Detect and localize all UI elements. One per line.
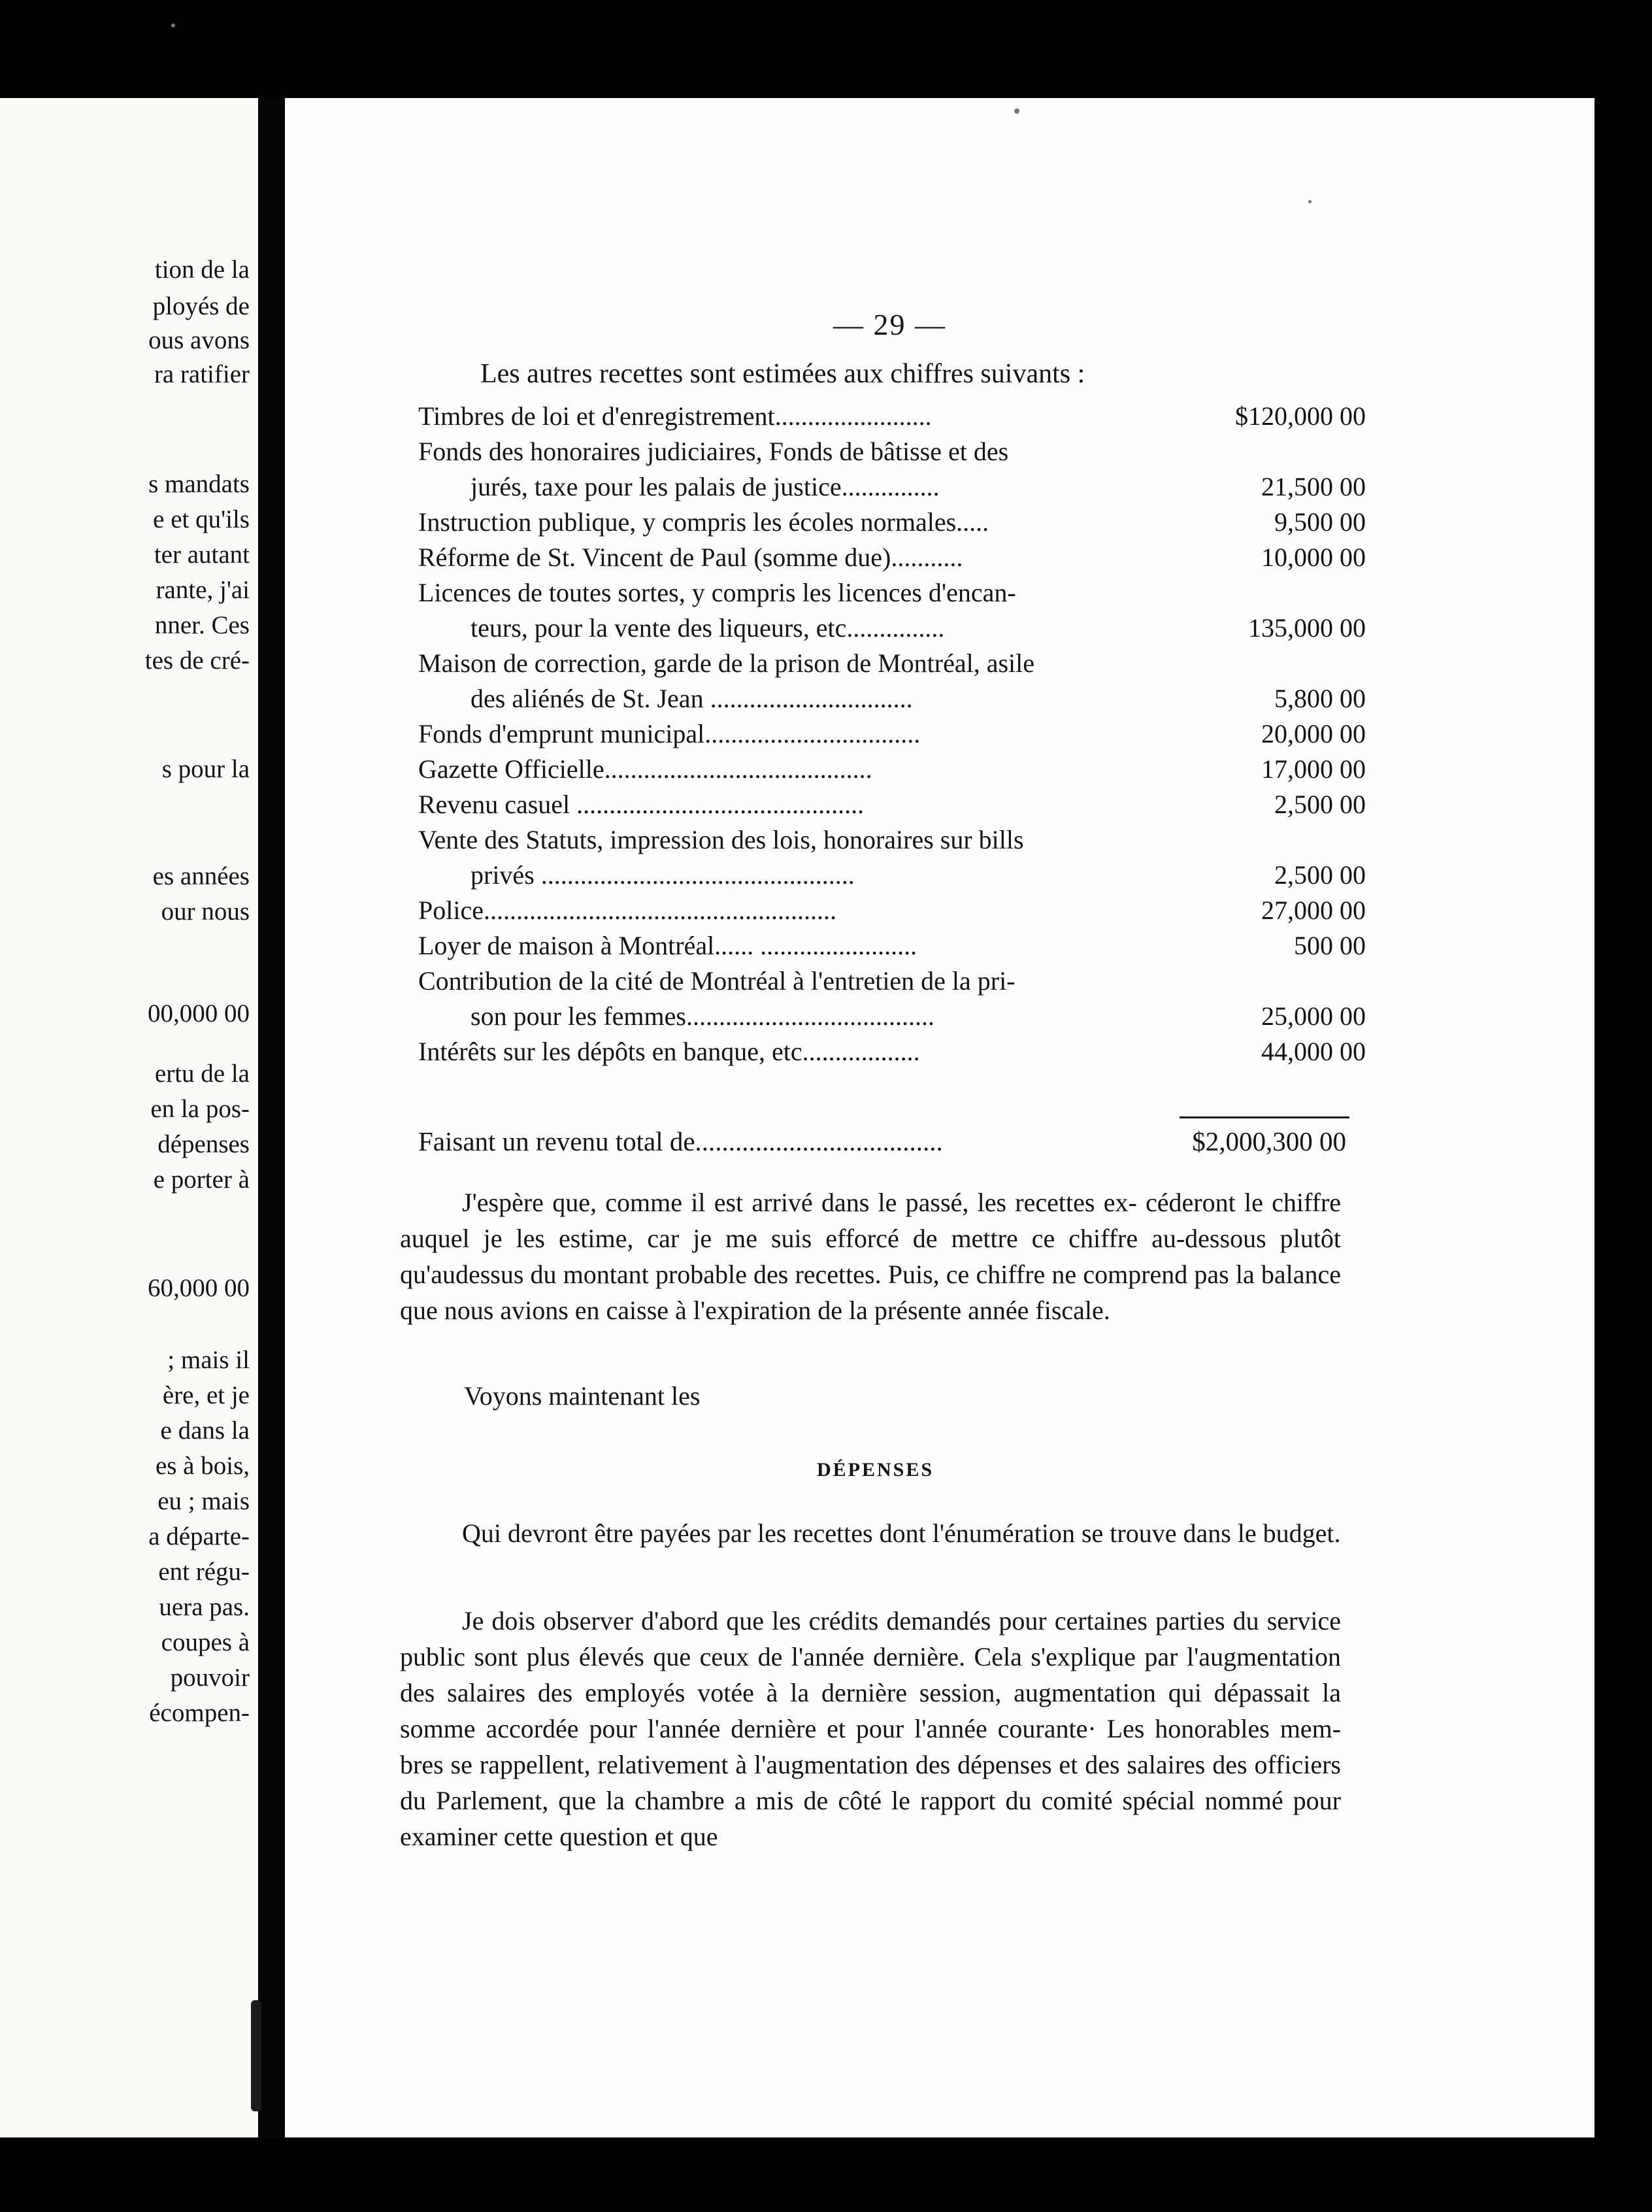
receipt-label: privés ................................................ <box>471 860 855 890</box>
receipt-label: Réforme de St. Vincent de Paul (somme due)........... <box>418 543 963 572</box>
previous-page-line: ent régu- <box>158 1558 250 1586</box>
receipt-row <box>418 928 1366 964</box>
receipt-row <box>418 787 1366 822</box>
previous-page-line: tion de la <box>154 256 250 284</box>
receipt-row <box>418 399 1366 434</box>
receipt-label: Vente des Statuts, impression des lois, honoraires sur bills <box>418 825 1024 854</box>
previous-page-line: rante, j'ai <box>156 576 250 604</box>
receipt-amount: 9,500 00 <box>1274 507 1366 537</box>
receipt-row <box>418 1034 1366 1069</box>
receipt-row <box>418 434 1366 505</box>
receipt-amount: 135,000 00 <box>1248 613 1366 643</box>
previous-page-line: e et qu'ils <box>153 505 250 533</box>
receipt-amount: 17,000 00 <box>1261 754 1366 784</box>
previous-page-line: écompen- <box>149 1699 250 1727</box>
scan-speck <box>171 24 175 27</box>
previous-page <box>0 98 273 2137</box>
receipt-label: jurés, taxe pour les palais de justice............... <box>471 472 940 501</box>
previous-page-line: coupes à <box>161 1628 250 1656</box>
receipt-row <box>418 646 1366 716</box>
previous-page-line: dépenses <box>157 1130 250 1158</box>
previous-page-line: 00,000 00 <box>148 999 250 1028</box>
previous-page-line: ous avons <box>148 326 250 354</box>
receipt-label: Timbres de loi et d'enregistrement........................ <box>418 401 932 431</box>
paragraph-depenses <box>400 1515 1341 1551</box>
receipt-amount: 5,800 00 <box>1274 684 1366 713</box>
receipt-label: des aliénés de St. Jean ............................... <box>471 684 913 713</box>
receipt-row <box>418 505 1366 540</box>
paragraph-esperance-text: J'espère que, comme il est arrivé dans le passé, les recettes ex- céderont le chiffre auquel je les estime, car je me suis efforcé de mettre ce chiffre au-dessous plutôt qu'audessus du montant probable des recettes. Puis, ce chiffre ne comprend pas la balance que nous avions en caisse à l'expiration de la présente année fiscale. <box>400 1188 1341 1325</box>
previous-page-line: e dans la <box>160 1416 250 1445</box>
previous-page-line: es à bois, <box>155 1452 250 1480</box>
receipt-label: son pour les femmes...................................... <box>471 1001 934 1031</box>
receipt-label: Loyer de maison à Montréal...... ........................ <box>418 931 917 960</box>
previous-page-line: ; mais il <box>167 1346 250 1374</box>
scan-speck <box>1014 109 1019 114</box>
total-amount: $2,000,300 00 <box>1192 1126 1346 1156</box>
receipt-row <box>418 575 1366 646</box>
paragraph-depenses-text: Qui devront être payées par les recettes dont l'énumération se trouve dans le budget. <box>462 1518 1341 1548</box>
receipt-row <box>418 964 1366 1034</box>
receipt-amount: 21,500 00 <box>1261 472 1366 501</box>
receipt-row <box>418 716 1366 752</box>
receipt-label: Fonds d'emprunt municipal................................. <box>418 719 921 748</box>
paragraph-esperance <box>400 1184 1341 1328</box>
previous-page-line: ployés de <box>152 292 250 320</box>
receipt-row <box>418 540 1366 575</box>
receipt-label: teurs, pour la vente des liqueurs, etc............... <box>471 613 945 643</box>
previous-page-line: ertu de la <box>154 1060 250 1088</box>
receipt-amount: 25,000 00 <box>1261 1001 1366 1031</box>
previous-page-line: nner. Ces <box>154 611 250 639</box>
previous-page-line: e porter à <box>153 1165 250 1194</box>
previous-page-line: eu ; mais <box>157 1487 250 1515</box>
receipt-row <box>418 822 1366 893</box>
previous-page-line: pouvoir <box>170 1664 250 1692</box>
receipt-label: Fonds des honoraires judiciaires, Fonds de bâtisse et des <box>418 437 1009 466</box>
receipt-label: Gazette Officielle......................................... <box>418 754 872 784</box>
receipt-label: Contribution de la cité de Montréal à l'entretien de la pri- <box>418 966 1016 996</box>
previous-page-line: tes de cré- <box>144 646 250 675</box>
previous-page-line: uera pas. <box>159 1593 250 1621</box>
total-rule <box>1180 1116 1349 1118</box>
receipt-amount: 500 00 <box>1294 931 1366 960</box>
receipt-amount: 20,000 00 <box>1261 719 1366 748</box>
previous-page-line: s pour la <box>161 755 250 783</box>
receipt-label: Instruction publique, y compris les écoles normales..... <box>418 507 989 537</box>
previous-page-line: our nous <box>161 897 250 926</box>
scan-mark <box>251 2000 261 2111</box>
total-label: Faisant un revenu total de..................................... <box>418 1126 943 1156</box>
section-heading: DÉPENSES <box>817 1459 934 1481</box>
receipt-amount: 2,500 00 <box>1274 860 1366 890</box>
paragraph-credits-text: Je dois observer d'abord que les crédits demandés pour certaines parties du service public sont plus élevés que ceux de l'année dernière. Cela s'explique par l'augmentation des salaires des employés votée à la dernière session, augmentation qui dépassait la somme accordée pour l'année dernière et pour l'année courante· Les honorables mem- bres se rappellent, relativement à l'augmentation des dépenses et des salaires des officiers du Parlement, que la chambre a mis de côté le rapport du comité spécial nommé pour examiner cette question et que <box>400 1606 1341 1851</box>
receipt-label: Licences de toutes sortes, y compris les licences d'encan- <box>418 578 1016 607</box>
previous-page-line: ère, et je <box>162 1381 250 1409</box>
receipt-amount: 27,000 00 <box>1261 896 1366 925</box>
receipt-amount: 44,000 00 <box>1261 1037 1366 1066</box>
voyons-line: Voyons maintenant les <box>464 1381 701 1411</box>
receipts-intro: Les autres recettes sont estimées aux chiffres suivants : <box>480 359 1085 389</box>
receipt-amount: 10,000 00 <box>1261 543 1366 572</box>
page-edge <box>285 98 294 2137</box>
total-row <box>418 1123 1346 1160</box>
previous-page-line: 60,000 00 <box>148 1274 250 1302</box>
receipt-row <box>418 752 1366 787</box>
receipt-row <box>418 893 1366 928</box>
paragraph-credits <box>400 1603 1341 1854</box>
previous-page-line: en la pos- <box>150 1095 250 1123</box>
receipt-label: Intérêts sur les dépôts en banque, etc.................. <box>418 1037 920 1066</box>
receipt-amount: 2,500 00 <box>1274 790 1366 819</box>
receipt-amount: $120,000 00 <box>1235 401 1366 431</box>
receipts-list <box>418 399 1366 1069</box>
previous-page-line: ra ratifier <box>154 360 250 388</box>
previous-page-line: ter autant <box>154 541 250 569</box>
scan-speck <box>1308 200 1312 203</box>
previous-page-line: a départe- <box>148 1522 250 1550</box>
receipt-label: Revenu casuel ............................................ <box>418 790 865 819</box>
previous-page-line: s mandats <box>148 470 250 498</box>
previous-page-line: es années <box>152 862 250 890</box>
page-number: — 29 — <box>833 308 946 341</box>
receipt-label: Police...................................................... <box>418 896 836 925</box>
receipt-label: Maison de correction, garde de la prison de Montréal, asile <box>418 648 1035 678</box>
